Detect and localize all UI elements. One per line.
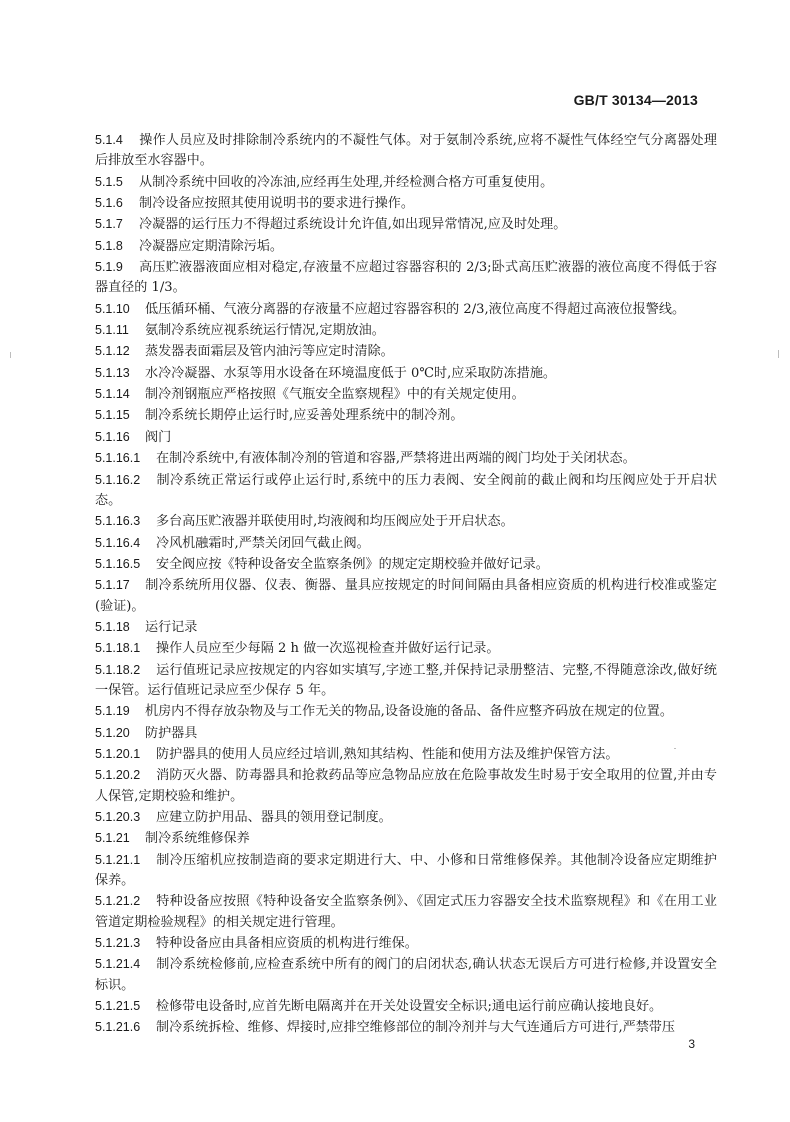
clause-text: 冷凝器应定期清除污垢。 [139, 238, 284, 254]
scan-mark [674, 748, 676, 749]
clause-paragraph [95, 193, 717, 214]
clause-paragraph [95, 744, 717, 765]
standard-code-header: GB/T 30134—2013 [573, 92, 698, 108]
clause-text: 制冷系统检修前,应检查系统中所有的阀门的启闭状态,确认状态无误后方可进行检修,并设置安全标识。 [95, 957, 717, 993]
clause-text: 制冷系统所用仪器、仪表、衡器、量具应按规定的时间间隔由具备相应资质的机构进行校准或鉴定(验证)。 [95, 578, 717, 614]
clause-number: 5.1.6 [95, 196, 123, 211]
clause-number: 5.1.13 [95, 365, 130, 380]
clause-text: 运行值班记录应按规定的内容如实填写,字迹工整,并保持记录册整洁、完整,不得随意涂改,做好统一保管。运行值班记录应至少保存 5 年。 [95, 662, 717, 698]
clause-text: 高压贮液器液面应相对稳定,存液量不应超过容器容积的 2/3;卧式高压贮液器的液位高度不得低于容器直径的 1/3。 [95, 260, 717, 296]
clause-paragraph [95, 765, 717, 807]
clause-number: 5.1.18 [95, 619, 130, 634]
clause-number: 5.1.20.3 [95, 810, 141, 824]
clause-paragraph [95, 638, 717, 659]
clause-text: 冷凝器的运行压力不得超过系统设计允许值,如出现异常情况,应及时处理。 [139, 217, 567, 233]
clause-paragraph [95, 384, 717, 405]
clause-number: 5.1.21.4 [95, 957, 141, 972]
clause-text: 制冷设备应按照其使用说明书的要求进行操作。 [139, 196, 414, 212]
clause-paragraph [95, 807, 717, 828]
clause-paragraph [95, 554, 717, 575]
clause-text: 水冷冷凝器、水泵等用水设备在环境温度低于 0℃时,应采取防冻措施。 [145, 365, 557, 381]
clause-number: 5.1.18.2 [95, 662, 141, 677]
clause-number: 5.1.18.1 [95, 641, 141, 656]
clause-number: 5.1.21 [95, 831, 130, 846]
clause-list [95, 130, 717, 1039]
clause-text: 制冷压缩机应按制造商的要求定期进行大、中、小修和日常维修保养。其他制冷设备应定期维护保养。 [95, 852, 717, 889]
clause-paragraph [95, 172, 717, 193]
clause-number: 5.1.16.1 [95, 451, 141, 466]
clause-number: 5.1.4 [95, 133, 123, 147]
clause-paragraph [95, 1017, 717, 1038]
clause-paragraph [95, 236, 717, 257]
clause-paragraph [95, 954, 717, 996]
clause-text: 制冷系统维修保养 [145, 831, 250, 847]
clause-text: 机房内不得存放杂物及与工作无关的物品,设备设施的备品、备件应整齐码放在规定的位置。 [145, 704, 673, 720]
clause-text: 安全阀应按《特种设备安全监察条例》的规定定期校验并做好记录。 [156, 556, 549, 572]
clause-text: 防护器具的使用人员应经过培训,熟知其结构、性能和使用方法及维护保管方法。 [156, 746, 619, 762]
clause-text: 制冷系统拆检、维修、焊接时,应排空维修部位的制冷剂并与大气连通后方可进行,严禁带压 [156, 1020, 675, 1036]
clause-paragraph [95, 299, 717, 320]
clause-number: 5.1.16.4 [95, 535, 141, 550]
clause-text: 氨制冷系统应视系统运行情况,定期放油。 [145, 323, 385, 339]
clause-number: 5.1.16.5 [95, 556, 141, 571]
page-number: 3 [688, 1037, 695, 1051]
clause-paragraph [95, 130, 717, 172]
clause-text: 特种设备应按照《特种设备安全监察条例》、《固定式压力容器安全技术监察规程》和《在用工业管道定期检验规程》的相关规定进行管理。 [95, 894, 717, 930]
clause-text: 在制冷系统中,有液体制冷剂的管道和容器,严禁将进出两端的阀门均处于关闭状态。 [156, 451, 636, 467]
clause-text: 操作人员应及时排除制冷系统内的不凝性气体。对于氨制冷系统,应将不凝性气体经空气分离器处理后排放至水容器中。 [95, 133, 717, 169]
clause-paragraph [95, 723, 717, 744]
clause-number: 5.1.5 [95, 174, 123, 189]
clause-number: 5.1.17 [95, 578, 130, 593]
clause-text: 应建立防护用品、器具的领用登记制度。 [156, 810, 392, 825]
clause-text: 运行记录 [145, 619, 198, 635]
clause-number: 5.1.16 [95, 429, 130, 444]
clause-text: 从制冷系统中回收的冷冻油,应经再生处理,并经检测合格方可重复使用。 [139, 174, 554, 190]
clause-text: 制冷系统正常运行或停止运行时,系统中的压力表阀、安全阀前的截止阀和均压阀应处于开启状态。 [95, 472, 717, 508]
clause-paragraph [95, 996, 717, 1017]
clause-paragraph [95, 891, 717, 933]
clause-paragraph [95, 405, 717, 426]
clause-paragraph [95, 341, 717, 362]
clause-paragraph [95, 701, 717, 722]
clause-text: 蒸发器表面霜层及管内油污等应定时清除。 [145, 344, 394, 360]
clause-text: 操作人员应至少每隔 2 h 做一次巡视检查并做好运行记录。 [156, 641, 500, 657]
clause-text: 多台高压贮液器并联使用时,均液阀和均压阀应处于开启状态。 [156, 514, 514, 530]
clause-paragraph [95, 448, 717, 469]
clause-number: 5.1.20.1 [95, 746, 141, 761]
clause-number: 5.1.21.3 [95, 936, 141, 951]
clause-paragraph [95, 850, 717, 892]
clause-number: 5.1.16.2 [95, 472, 141, 487]
clause-text: 制冷剂钢瓶应严格按照《气瓶安全监察规程》中的有关规定使用。 [145, 387, 525, 403]
clause-number: 5.1.12 [95, 344, 130, 359]
clause-number: 5.1.9 [95, 260, 123, 275]
clause-number: 5.1.20 [95, 725, 130, 740]
clause-text: 阀门 [145, 429, 172, 445]
clause-paragraph [95, 427, 717, 448]
clause-number: 5.1.16.3 [95, 514, 141, 529]
clause-paragraph [95, 214, 717, 235]
clause-number: 5.1.21.1 [95, 852, 141, 867]
clause-number: 5.1.14 [95, 387, 130, 402]
clause-paragraph [95, 575, 717, 617]
clause-number: 5.1.8 [95, 238, 123, 253]
clause-paragraph [95, 933, 717, 954]
scan-mark [10, 352, 11, 358]
clause-paragraph [95, 828, 717, 849]
clause-text: 冷风机融霜时,严禁关闭回气截止阀。 [156, 535, 370, 551]
clause-paragraph [95, 511, 717, 532]
scan-mark [778, 350, 779, 358]
clause-paragraph [95, 363, 717, 384]
clause-text: 制冷系统长期停止运行时,应妥善处理系统中的制冷剂。 [145, 408, 464, 424]
clause-number: 5.1.21.6 [95, 1020, 141, 1035]
clause-number: 5.1.10 [95, 301, 130, 316]
clause-text: 防护器具 [145, 725, 198, 741]
clause-paragraph [95, 257, 717, 299]
clause-number: 5.1.21.5 [95, 999, 141, 1014]
clause-number: 5.1.15 [95, 408, 130, 423]
clause-text: 消防灭火器、防毒器具和抢救药品等应急物品应放在危险事故发生时易于安全取用的位置,并由专人保管,定期校验和维护。 [95, 768, 717, 804]
clause-number: 5.1.20.2 [95, 768, 141, 783]
clause-number: 5.1.19 [95, 704, 130, 719]
clause-text: 低压循环桶、气液分离器的存液量不应超过容器容积的 2/3,液位高度不得超过高液位报警线。 [145, 301, 686, 317]
clause-paragraph [95, 660, 717, 702]
clause-paragraph [95, 533, 717, 554]
clause-text: 特种设备应由具备相应资质的机构进行维保。 [156, 936, 418, 952]
clause-text: 检修带电设备时,应首先断电隔离并在开关处设置安全标识;通电运行前应确认接地良好。 [156, 999, 663, 1015]
clause-paragraph [95, 470, 717, 512]
clause-number: 5.1.11 [95, 323, 129, 338]
clause-number: 5.1.7 [95, 217, 123, 232]
clause-paragraph [95, 320, 717, 341]
clause-paragraph [95, 617, 717, 638]
clause-number: 5.1.21.2 [95, 894, 141, 909]
